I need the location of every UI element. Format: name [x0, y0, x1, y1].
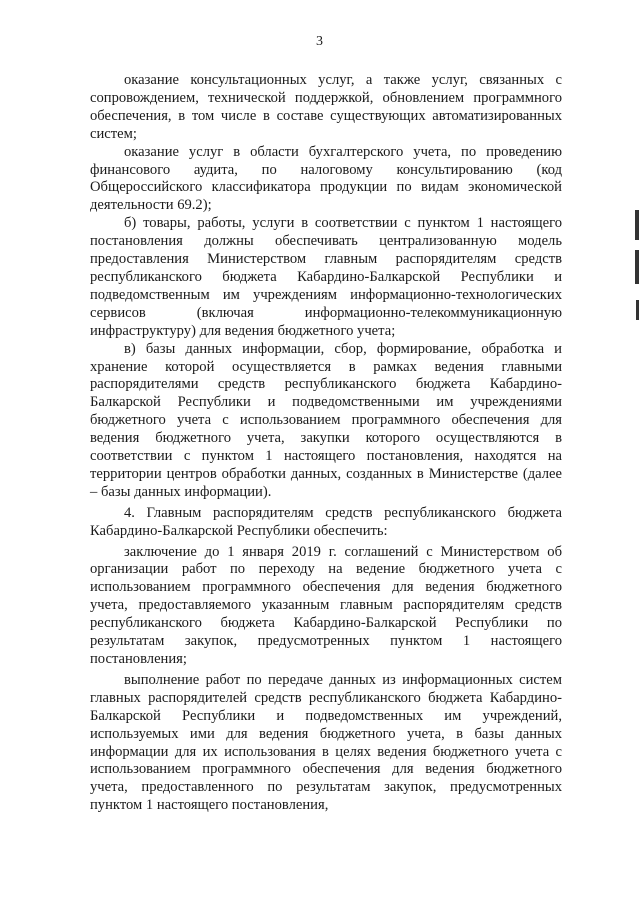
scan-edge-mark	[635, 210, 639, 240]
paragraph-agreement: заключение до 1 января 2019 г. соглашений с Министерством об организации работ по переходу на ведение бюджетного учета с использованием программного обеспечения для ведения бюджетного учета, предоставляемого указанным главным распорядителям средств республиканского бюджета Кабардино-Балкарской Республики по результатам закупок, предусмотренных пунктом 1 настоящего постановления;	[90, 543, 562, 667]
page-number: 3	[316, 34, 323, 49]
paragraph-accounting-services: оказание услуг в области бухгалтерского учета, по проведению финансового аудита, по налоговому консультированию (код Общероссийского классификатора продукции по видам экономической деятельности 69.2);	[90, 143, 562, 214]
paragraph-data-transfer: выполнение работ по передаче данных из информационных систем главных распорядителей средств республиканского бюджета Кабардино-Балкарской Республики и подведомственных им учреждений, используемых ими для ведения бюджетного учета, в базы данных информации для их использования в целях ведения бюджетного учета с использованием программного обеспечения для ведения бюджетного учета, предоставленного по результатам закупок, предусмотренных пунктом 1 настоящего постановления,	[90, 671, 562, 814]
paragraph-item-v: в) базы данных информации, сбор, формирование, обработка и хранение которой осуществляется в рамках ведения главными распорядителями средств республиканского бюджета Кабардино-Балкарской Республики и подведомственными им учреждениями бюджетного учета с использованием программного обеспечения для ведения бюджетного учета, закупки которого осуществляются в соответствии с пунктом 1 настоящего постановления, находятся на территории центров обработки данных, созданных в Министерстве (далее – базы данных информации).	[90, 340, 562, 500]
paragraph-consulting-services: оказание консультационных услуг, а также услуг, связанных с сопровождением, технической поддержкой, обновлением программного обеспечения, в том числе в составе существующих автоматизированных систем;	[90, 72, 562, 142]
document-body	[90, 72, 562, 815]
paragraph-section-4: 4. Главным распорядителям средств республиканского бюджета Кабардино-Балкарской Республики обеспечить:	[90, 504, 562, 539]
paragraph-item-b: б) товары, работы, услуги в соответствии с пунктом 1 настоящего постановления должны обеспечивать централизованную модель предоставления Министерством главным распорядителям средств республиканского бюджета Кабардино-Балкарской Республики и подведомственным им учреждениям информационно-технологических сервисов (включая информационно-телекоммуникационную инфраструктуру) для ведения бюджетного учета;	[90, 215, 562, 339]
scan-edge-mark	[635, 250, 639, 284]
